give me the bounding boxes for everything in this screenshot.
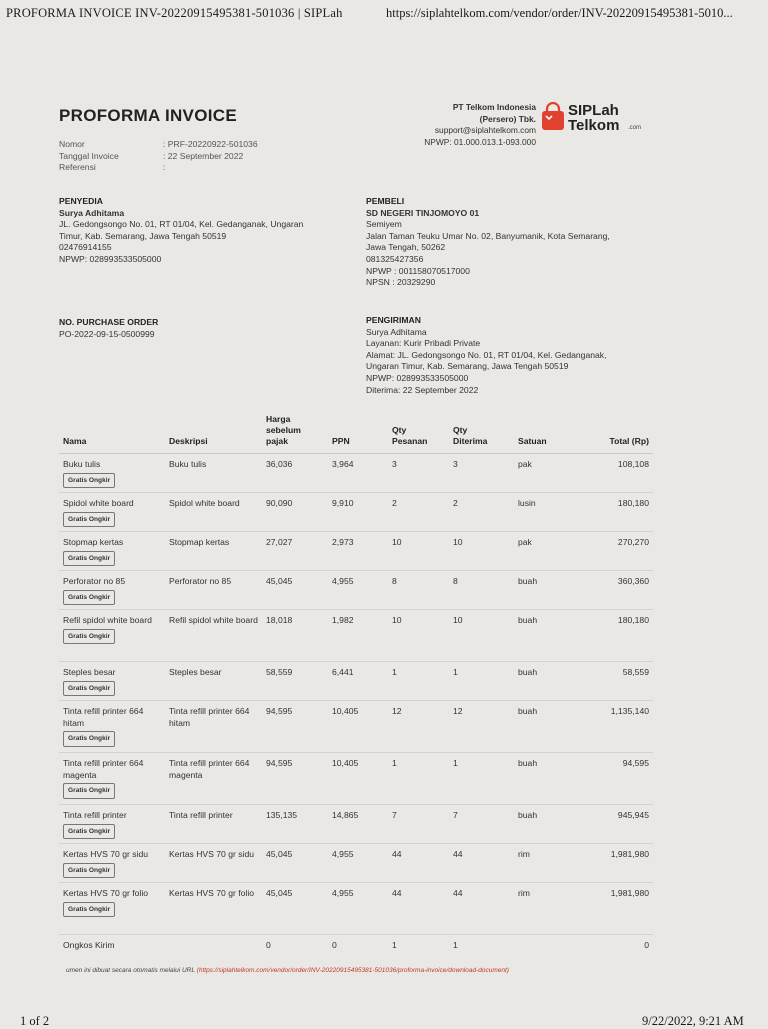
- browser-header: [0, 0, 768, 26]
- company-name-suffix: (Persero) Tbk.: [479, 113, 536, 124]
- cell-qty-diterima-text: 3: [453, 459, 458, 469]
- cell-harga: [262, 610, 328, 662]
- col-header-qty-pesanan: [388, 411, 449, 454]
- cell-satuan: [514, 454, 576, 493]
- meta-value: : 22 September 2022: [163, 150, 244, 161]
- penyedia-address-2: Timur, Kab. Semarang, Jawa Tengah 50519: [59, 230, 227, 241]
- cell-qty-diterima: [449, 701, 514, 753]
- pengiriman-diterima: Diterima: 22 September 2022: [366, 384, 479, 395]
- cell-harga: [262, 662, 328, 701]
- gratis-ongkir-badge: Gratis Ongkir: [63, 512, 115, 528]
- cell-harga-text: 0: [266, 940, 271, 950]
- cell-total-text: 1,981,980: [610, 888, 649, 898]
- meta-value: :: [163, 162, 166, 172]
- cell-qty-diterima: [449, 662, 514, 701]
- header-label: Diterima: [453, 436, 488, 446]
- logo-text-com: .com: [628, 125, 642, 131]
- table-row: [59, 493, 653, 532]
- purchase-order-number: PO-2022-09-15-0500999: [59, 328, 155, 339]
- cell-total-text: 58,559: [622, 667, 649, 677]
- cell-satuan-text: buah: [518, 706, 538, 716]
- meta-row-tanggal: [59, 151, 258, 163]
- cell-qty-diterima-text: 1: [453, 667, 458, 677]
- cell-total: [576, 844, 653, 883]
- cell-qty-diterima: [449, 493, 514, 532]
- pembeli-address: Jalan Taman Teuku Umar No. 02, Banyumanik, Kota Semarang,: [366, 230, 610, 241]
- purchase-order-block: [59, 317, 359, 340]
- cell-satuan: [514, 662, 576, 701]
- company-email: support@siplahtelkom.com: [434, 125, 536, 135]
- header-label: PPN: [332, 436, 350, 446]
- cell-ppn: [328, 805, 388, 844]
- cell-deskripsi-text: Tinta refill printer 664 hitam: [169, 706, 250, 728]
- cell-nama-text: Tinta refill printer 664 hitam: [63, 706, 144, 728]
- table-row: [59, 883, 653, 935]
- cell-ppn-text: 10,405: [332, 758, 359, 768]
- penyedia-phone: 02476914155: [59, 242, 112, 253]
- cell-nama-text: Refil spidol white board: [63, 615, 152, 625]
- cell-deskripsi: [165, 753, 262, 805]
- cell-total: [576, 532, 653, 571]
- footnote-link[interactable]: (https://siplahtelkom.com/vendor/order/INV-20220915495381-501036/proforma-invoice/download-document): [196, 967, 509, 974]
- header-label: pajak: [266, 436, 288, 446]
- shopping-bag-icon: [540, 102, 566, 132]
- cell-ppn: [328, 844, 388, 883]
- cell-qty-pesanan: [388, 701, 449, 753]
- gratis-ongkir-badge: Gratis Ongkir: [63, 731, 115, 747]
- cell-harga-text: 27,027: [266, 537, 293, 547]
- cell-nama-text: Kertas HVS 70 gr sidu: [63, 849, 149, 859]
- cell-qty-pesanan: [388, 610, 449, 662]
- pengiriman-heading: PENGIRIMAN: [366, 315, 421, 325]
- cell-harga-text: 45,045: [266, 888, 293, 898]
- cell-qty-pesanan-text: 10: [392, 537, 402, 547]
- cell-nama: [59, 935, 165, 961]
- header-label: Total (Rp): [609, 436, 649, 446]
- company-npwp: NPWP: 01.000.013.1-093.000: [424, 136, 536, 147]
- pembeli-npsn: NPSN : 20329290: [366, 277, 436, 288]
- gratis-ongkir-badge: Gratis Ongkir: [63, 551, 115, 567]
- cell-satuan-text: rim: [518, 888, 530, 898]
- footnote: [66, 967, 666, 974]
- cell-deskripsi: [165, 935, 262, 961]
- header-label: Harga: [266, 414, 291, 424]
- cell-total-text: 1,981,980: [610, 849, 649, 859]
- gratis-ongkir-badge: Gratis Ongkir: [63, 824, 115, 840]
- cell-qty-diterima-text: 44: [453, 849, 463, 859]
- cell-harga: [262, 935, 328, 961]
- cell-ppn-text: 3,964: [332, 459, 354, 469]
- table-row: [59, 610, 653, 662]
- gratis-ongkir-badge: Gratis Ongkir: [63, 902, 115, 918]
- col-header-nama: [59, 411, 165, 454]
- cell-total-text: 1,135,140: [610, 706, 649, 716]
- cell-deskripsi: [165, 454, 262, 493]
- cell-satuan-text: buah: [518, 758, 538, 768]
- company-name: PT Telkom Indonesia: [452, 102, 536, 112]
- cell-satuan: [514, 493, 576, 532]
- cell-qty-pesanan-text: 10: [392, 615, 402, 625]
- pengiriman-name: Surya Adhitama: [366, 326, 427, 337]
- cell-ppn: [328, 883, 388, 935]
- meta-label: Tanggal Invoice: [59, 150, 119, 161]
- table-body: [59, 454, 653, 961]
- cell-qty-pesanan-text: 7: [392, 810, 397, 820]
- cell-deskripsi: [165, 532, 262, 571]
- pengiriman-alamat: Alamat: JL. Gedongsongo No. 01, RT 01/04, Kel. Gedanganak,: [366, 349, 607, 360]
- cell-harga: [262, 805, 328, 844]
- items-table: [59, 411, 653, 961]
- cell-qty-diterima: [449, 610, 514, 662]
- cell-harga-text: 94,595: [266, 706, 293, 716]
- cell-harga-text: 45,045: [266, 576, 293, 586]
- cell-qty-pesanan-text: 3: [392, 459, 397, 469]
- cell-harga: [262, 532, 328, 571]
- cell-nama: [59, 844, 165, 883]
- header-label: sebelum: [266, 425, 301, 435]
- logo-text-siplah: SIPLah: [568, 102, 619, 119]
- pembeli-block: [366, 196, 666, 289]
- pengiriman-alamat-2: Ungaran Timur, Kab. Semarang, Jawa Tengah 50519: [366, 361, 569, 372]
- cell-deskripsi: [165, 610, 262, 662]
- cell-ppn: [328, 701, 388, 753]
- cell-ppn-text: 4,955: [332, 888, 354, 898]
- gratis-ongkir-badge: Gratis Ongkir: [63, 473, 115, 489]
- gratis-ongkir-badge: Gratis Ongkir: [63, 681, 115, 697]
- cell-qty-diterima: [449, 935, 514, 961]
- table-row: [59, 571, 653, 610]
- header-label: Qty: [392, 425, 407, 435]
- cell-ppn: [328, 935, 388, 961]
- cell-deskripsi-text: Tinta refill printer: [169, 810, 233, 820]
- cell-nama-text: Stopmap kertas: [63, 537, 124, 547]
- cell-satuan: [514, 844, 576, 883]
- cell-harga-text: 90,090: [266, 498, 293, 508]
- cell-harga: [262, 883, 328, 935]
- page-number: 1 of 2: [20, 1014, 50, 1028]
- cell-nama: [59, 571, 165, 610]
- cell-qty-pesanan: [388, 844, 449, 883]
- cell-harga: [262, 844, 328, 883]
- meta-label: Referensi: [59, 162, 96, 172]
- cell-nama: [59, 662, 165, 701]
- cell-satuan-text: buah: [518, 667, 538, 677]
- cell-nama-text: Buku tulis: [63, 459, 101, 469]
- cell-nama-text: Steples besar: [63, 667, 116, 677]
- cell-qty-diterima-text: 44: [453, 888, 463, 898]
- cell-qty-pesanan: [388, 883, 449, 935]
- cell-total-text: 94,595: [622, 758, 649, 768]
- cell-nama-text: Kertas HVS 70 gr folio: [63, 888, 149, 898]
- cell-ppn: [328, 610, 388, 662]
- table-row: [59, 662, 653, 701]
- col-header-qty-diterima: [449, 411, 514, 454]
- cell-ppn-text: 2,973: [332, 537, 354, 547]
- cell-total: [576, 493, 653, 532]
- cell-deskripsi-text: Perforator no 85: [169, 576, 232, 586]
- cell-satuan-text: lusin: [518, 498, 536, 508]
- cell-deskripsi-text: Kertas HVS 70 gr sidu: [169, 849, 255, 859]
- cell-harga: [262, 753, 328, 805]
- cell-ppn-text: 1,982: [332, 615, 354, 625]
- cell-total: [576, 753, 653, 805]
- cell-satuan: [514, 532, 576, 571]
- cell-harga-text: 135,135: [266, 810, 298, 820]
- cell-total: [576, 935, 653, 961]
- cell-deskripsi: [165, 883, 262, 935]
- cell-ppn-text: 4,955: [332, 576, 354, 586]
- pembeli-contact: Semiyem: [366, 219, 402, 230]
- cell-satuan-text: buah: [518, 576, 538, 586]
- cell-qty-pesanan: [388, 532, 449, 571]
- cell-qty-diterima: [449, 532, 514, 571]
- cell-ppn: [328, 662, 388, 701]
- company-info: [392, 102, 536, 148]
- cell-satuan: [514, 753, 576, 805]
- cell-nama: [59, 532, 165, 571]
- pengiriman-block: [366, 315, 666, 396]
- meta-label: Nomor: [59, 139, 85, 149]
- col-header-deskripsi: [165, 411, 262, 454]
- cell-nama: [59, 454, 165, 493]
- cell-total-text: 180,180: [617, 615, 649, 625]
- penyedia-name: Surya Adhitama: [59, 207, 125, 218]
- table-row: [59, 805, 653, 844]
- cell-deskripsi-text: Tinta refill printer 664 magenta: [169, 758, 250, 780]
- table-row: [59, 532, 653, 571]
- cell-qty-diterima: [449, 571, 514, 610]
- cell-ppn: [328, 454, 388, 493]
- cell-nama: [59, 753, 165, 805]
- cell-qty-diterima: [449, 753, 514, 805]
- cell-total-text: 108,108: [617, 459, 649, 469]
- cell-satuan-text: pak: [518, 459, 532, 469]
- cell-nama-text: Ongkos Kirim: [63, 940, 115, 950]
- cell-nama: [59, 701, 165, 753]
- gratis-ongkir-badge: Gratis Ongkir: [63, 863, 115, 879]
- pembeli-phone: 081325427356: [366, 253, 424, 264]
- table-row: [59, 454, 653, 493]
- cell-deskripsi-text: Spidol white board: [169, 498, 240, 508]
- cell-qty-pesanan-text: 1: [392, 940, 397, 950]
- cell-qty-pesanan-text: 1: [392, 758, 397, 768]
- cell-satuan: [514, 701, 576, 753]
- print-datetime: 9/22/2022, 9:21 AM: [642, 1014, 744, 1028]
- cell-deskripsi: [165, 701, 262, 753]
- browser-footer: [0, 1008, 768, 1028]
- cell-qty-pesanan-text: 12: [392, 706, 402, 716]
- cell-total: [576, 805, 653, 844]
- invoice-meta: [59, 139, 258, 174]
- cell-nama: [59, 610, 165, 662]
- header-label: Nama: [63, 436, 87, 446]
- cell-satuan-text: pak: [518, 537, 532, 547]
- cell-harga: [262, 454, 328, 493]
- header-label: Pesanan: [392, 436, 428, 446]
- cell-total-text: 945,945: [617, 810, 649, 820]
- header-label: Deskripsi: [169, 436, 208, 446]
- cell-harga: [262, 493, 328, 532]
- pembeli-heading: PEMBELI: [366, 196, 405, 206]
- col-header-harga: [262, 411, 328, 454]
- cell-ppn: [328, 571, 388, 610]
- cell-deskripsi: [165, 493, 262, 532]
- pembeli-npwp: NPWP : 001158070517000: [366, 265, 470, 276]
- penyedia-heading: PENYEDIA: [59, 196, 103, 206]
- meta-row-nomor: [59, 139, 258, 151]
- cell-total: [576, 571, 653, 610]
- cell-qty-pesanan-text: 1: [392, 667, 397, 677]
- col-header-ppn: [328, 411, 388, 454]
- cell-total: [576, 662, 653, 701]
- cell-qty-diterima-text: 8: [453, 576, 458, 586]
- cell-qty-pesanan: [388, 935, 449, 961]
- siplah-logo: [540, 100, 660, 140]
- cell-ppn-text: 4,955: [332, 849, 354, 859]
- cell-nama-text: Tinta refill printer 664 magenta: [63, 758, 144, 780]
- cell-harga-text: 58,559: [266, 667, 293, 677]
- cell-ppn-text: 0: [332, 940, 337, 950]
- cell-qty-pesanan-text: 44: [392, 849, 402, 859]
- pembeli-name: SD NEGERI TINJOMOYO 01: [366, 207, 480, 218]
- cell-total: [576, 610, 653, 662]
- cell-harga-text: 18,018: [266, 615, 293, 625]
- table-header-row: [59, 411, 653, 454]
- cell-harga-text: 45,045: [266, 849, 293, 859]
- cell-ppn: [328, 493, 388, 532]
- pengiriman-layanan: Layanan: Kurir Pribadi Private: [366, 338, 481, 349]
- cell-qty-pesanan: [388, 454, 449, 493]
- cell-qty-pesanan-text: 44: [392, 888, 402, 898]
- cell-satuan: [514, 805, 576, 844]
- cell-total-text: 0: [644, 940, 649, 950]
- cell-nama: [59, 493, 165, 532]
- browser-title: PROFORMA INVOICE INV-20220915495381-501036 | SIPLah: [6, 6, 343, 20]
- cell-ppn: [328, 532, 388, 571]
- footnote-text: umen ini dibuat secara otomatis melalui URL: [66, 967, 197, 974]
- cell-qty-pesanan: [388, 805, 449, 844]
- cell-nama-text: Spidol white board: [63, 498, 134, 508]
- gratis-ongkir-badge: Gratis Ongkir: [63, 590, 115, 606]
- cell-qty-diterima: [449, 883, 514, 935]
- cell-qty-pesanan: [388, 753, 449, 805]
- cell-qty-pesanan-text: 8: [392, 576, 397, 586]
- invoice-page: [52, 84, 676, 984]
- table-row: [59, 701, 653, 753]
- header-label: Satuan: [518, 436, 547, 446]
- cell-deskripsi: [165, 662, 262, 701]
- cell-ppn-text: 9,910: [332, 498, 354, 508]
- cell-harga: [262, 701, 328, 753]
- cell-harga-text: 36,036: [266, 459, 293, 469]
- penyedia-address: JL. Gedongsongo No. 01, RT 01/04, Kel. Gedanganak, Ungaran: [59, 219, 304, 230]
- meta-value: : PRF-20220922-501036: [163, 139, 258, 149]
- pembeli-address-2: Jawa Tengah, 50262: [366, 242, 446, 253]
- penyedia-npwp: NPWP: 028993533505000: [59, 253, 162, 264]
- cell-ppn-text: 6,441: [332, 667, 354, 677]
- cell-qty-pesanan-text: 2: [392, 498, 397, 508]
- cell-satuan: [514, 610, 576, 662]
- col-header-satuan: [514, 411, 576, 454]
- cell-qty-pesanan: [388, 493, 449, 532]
- cell-deskripsi: [165, 805, 262, 844]
- cell-nama-text: Perforator no 85: [63, 576, 126, 586]
- cell-qty-diterima-text: 2: [453, 498, 458, 508]
- cell-total: [576, 701, 653, 753]
- cell-satuan-text: buah: [518, 810, 538, 820]
- cell-nama: [59, 883, 165, 935]
- cell-qty-diterima: [449, 844, 514, 883]
- table-row: [59, 844, 653, 883]
- cell-nama-text: Tinta refill printer: [63, 810, 127, 820]
- cell-nama: [59, 805, 165, 844]
- cell-total-text: 180,180: [617, 498, 649, 508]
- cell-deskripsi-text: Kertas HVS 70 gr folio: [169, 888, 255, 898]
- cell-satuan: [514, 571, 576, 610]
- cell-qty-diterima: [449, 454, 514, 493]
- cell-qty-pesanan: [388, 662, 449, 701]
- cell-qty-diterima-text: 7: [453, 810, 458, 820]
- cell-qty-diterima-text: 1: [453, 758, 458, 768]
- cell-total: [576, 454, 653, 493]
- cell-total-text: 270,270: [617, 537, 649, 547]
- cell-satuan: [514, 935, 576, 961]
- col-header-total: [576, 411, 653, 454]
- gratis-ongkir-badge: Gratis Ongkir: [63, 783, 115, 799]
- table-row: [59, 753, 653, 805]
- cell-deskripsi-text: Refil spidol white board: [169, 615, 258, 625]
- cell-satuan-text: buah: [518, 615, 538, 625]
- cell-ppn: [328, 753, 388, 805]
- gratis-ongkir-badge: Gratis Ongkir: [63, 629, 115, 645]
- logo-text-telkom: Telkom: [568, 117, 620, 134]
- cell-qty-diterima-text: 12: [453, 706, 463, 716]
- page-title: PROFORMA INVOICE: [59, 106, 237, 125]
- meta-row-referensi: [59, 162, 258, 174]
- cell-qty-diterima: [449, 805, 514, 844]
- cell-deskripsi-text: Steples besar: [169, 667, 222, 677]
- pengiriman-npwp: NPWP: 028993533505000: [366, 372, 469, 383]
- penyedia-block: [59, 196, 359, 266]
- cell-total: [576, 883, 653, 935]
- cell-deskripsi-text: Buku tulis: [169, 459, 207, 469]
- purchase-order-heading: NO. PURCHASE ORDER: [59, 317, 159, 327]
- cell-satuan-text: rim: [518, 849, 530, 859]
- cell-qty-diterima-text: 10: [453, 615, 463, 625]
- cell-total-text: 360,360: [617, 576, 649, 586]
- cell-deskripsi-text: Stopmap kertas: [169, 537, 230, 547]
- cell-satuan: [514, 883, 576, 935]
- cell-deskripsi: [165, 571, 262, 610]
- cell-ppn-text: 14,865: [332, 810, 359, 820]
- cell-harga-text: 94,595: [266, 758, 293, 768]
- cell-qty-diterima-text: 10: [453, 537, 463, 547]
- cell-harga: [262, 571, 328, 610]
- cell-ppn-text: 10,405: [332, 706, 359, 716]
- cell-qty-diterima-text: 1: [453, 940, 458, 950]
- browser-url[interactable]: https://siplahtelkom.com/vendor/order/INV-20220915495381-5010...: [386, 6, 733, 20]
- cell-deskripsi: [165, 844, 262, 883]
- header-label: Qty: [453, 425, 468, 435]
- cell-qty-pesanan: [388, 571, 449, 610]
- table-row: [59, 935, 653, 961]
